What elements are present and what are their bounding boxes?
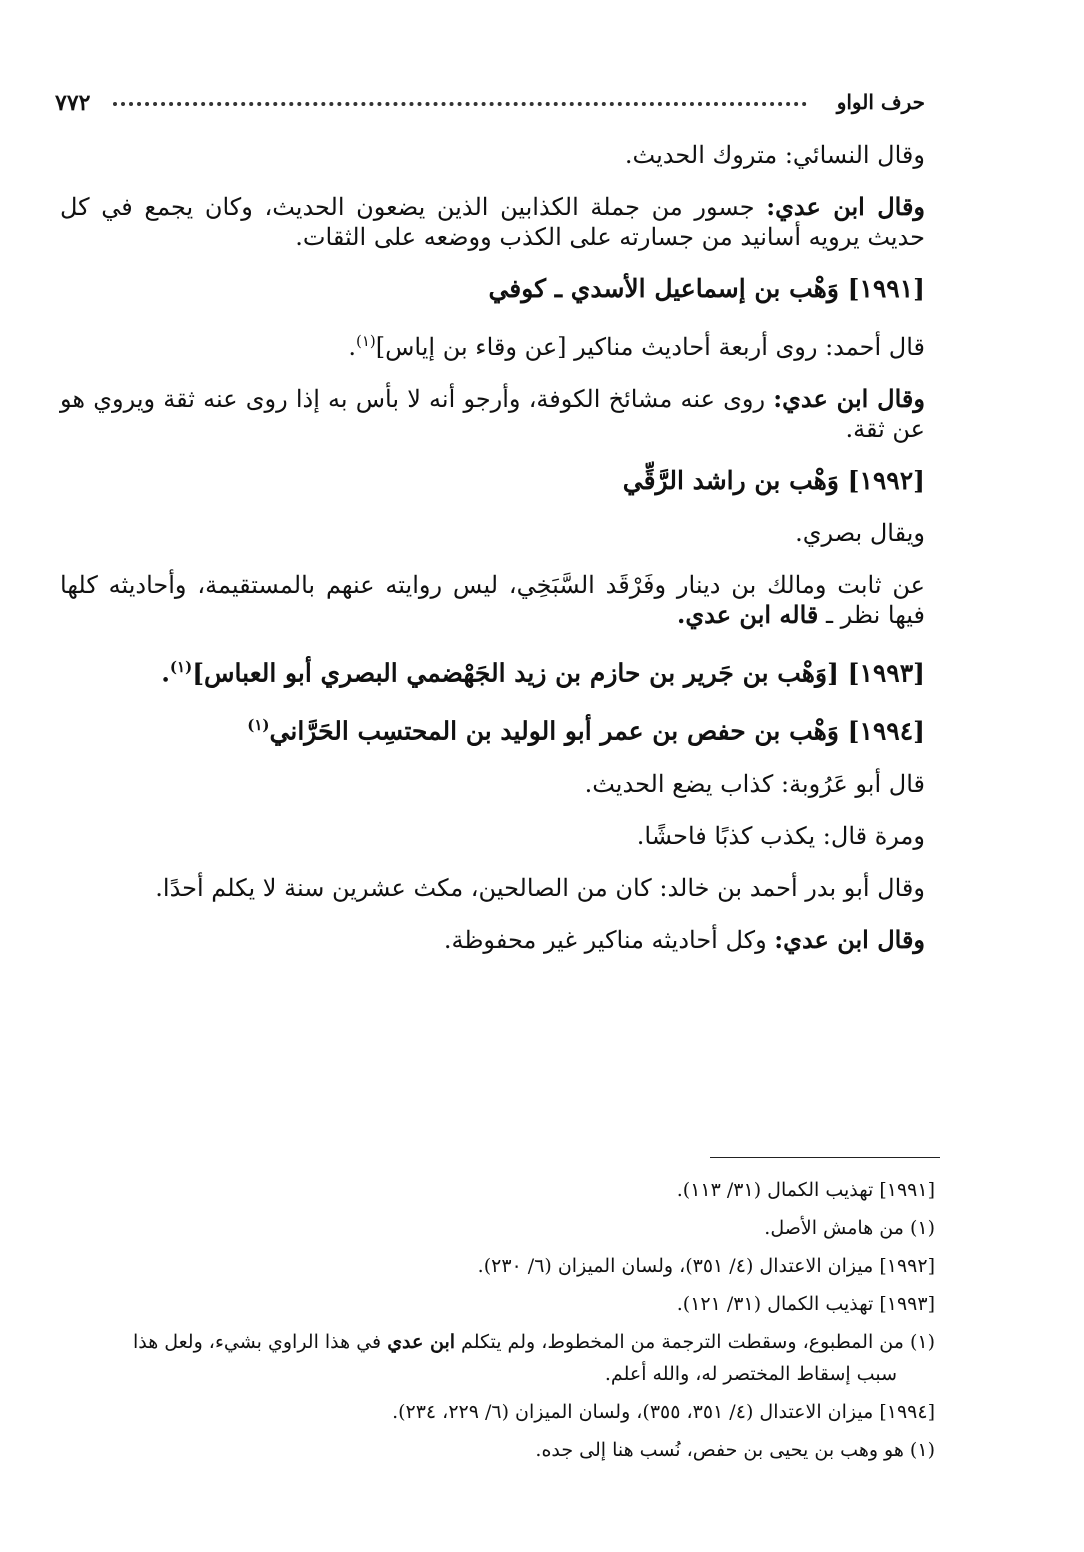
entry-heading-text: [١٩٩٤] وَهْب بن حفص بن عمر أبو الوليد بن المحتسِب الحَرَّاني — [269, 716, 925, 746]
header-rule — [113, 102, 807, 106]
footnote: [١٩٩٢] ميزان الاعتدال (٤/ ٣٥١)، ولسان الميزان (٦/ ٢٣٠). — [477, 1255, 935, 1277]
speaker-lead: وقال ابن عدي: — [766, 192, 926, 221]
attribution: قاله ابن عدي. — [677, 600, 819, 629]
entry-heading-end: . — [161, 658, 170, 688]
paragraph-text: قال أحمد: روى أربعة أحاديث مناكير [عن وقاء بن إياس] — [375, 333, 925, 361]
footnote: [١٩٩٣] تهذيب الكمال (٣١/ ١٢١). — [676, 1293, 935, 1315]
paragraph: قال أبو عَرُوبة: كذاب يضع الحديث. — [584, 769, 925, 798]
footnote: (١) هو وهب بن يحيى بن حفص، نُسب هنا إلى جده. — [535, 1439, 935, 1461]
paragraph — [60, 192, 925, 252]
footnote-separator — [710, 1157, 940, 1158]
paragraph: وقال النسائي: متروك الحديث. — [624, 141, 925, 169]
paragraph — [60, 570, 925, 630]
footnote-bold: ابن عدي — [387, 1331, 456, 1353]
footnote-ref: (١) — [355, 332, 376, 350]
paragraph-end: . — [348, 333, 356, 361]
main-text — [60, 140, 925, 977]
paragraph: ومرة قال: يكذب كذبًا فاحشًا. — [636, 821, 925, 850]
running-header — [55, 90, 925, 120]
paragraph — [60, 384, 925, 444]
paragraph: ويقال بصري. — [795, 519, 925, 547]
paragraph: وقال أبو بدر أحمد بن خالد: كان من الصالحين، مكث عشرين سنة لا يكلم أحدًا. — [155, 873, 925, 902]
chapter-title: حرف الواو — [836, 90, 925, 114]
entry-heading-text: [١٩٩٣] [وَهْب بن جَرير بن حازم بن زيد الجَهْضمي البصري أبو العباس] — [192, 658, 925, 688]
entry-heading — [60, 710, 925, 746]
footnote-text: (١) من المطبوع، وسقطت الترجمة من المخطوط، ولم يتكلم — [455, 1331, 935, 1353]
footnote-text: في هذا الراوي بشيء، ولعل هذا — [132, 1331, 388, 1353]
entry-heading: [١٩٩٢] وَهْب بن راشد الرَّقِّي — [622, 466, 925, 495]
paragraph-text: جسور من جملة الكذابين الذين يضعون الحديث، وكان يجمع في كل حديث يرويه أسانيد من جسارته على الكذب ووضعه على الثقات. — [60, 193, 925, 251]
speaker-lead: وقال ابن عدي: — [773, 384, 925, 413]
footnote: (١) من هامش الأصل. — [764, 1217, 935, 1239]
paragraph — [60, 925, 925, 955]
paragraph-text: وكل أحاديثه مناكير غير محفوظة. — [443, 925, 775, 954]
footnote-continuation: سبب إسقاط المختصر له، والله أعلم. — [604, 1363, 897, 1385]
footnotes — [60, 1178, 935, 1476]
paragraph — [60, 326, 925, 362]
footnote: [١٩٩٤] ميزان الاعتدال (٤/ ٣٥١، ٣٥٥)، ولسان الميزان (٦/ ٢٢٩، ٢٣٤). — [392, 1401, 935, 1423]
page-number: ٧٧٢ — [55, 90, 91, 116]
footnote: [١٩٩١] تهذيب الكمال (٣١/ ١١٣). — [676, 1179, 935, 1201]
entry-heading — [60, 652, 925, 688]
speaker-lead: وقال ابن عدي: — [774, 924, 925, 954]
footnote-ref: (١) — [169, 658, 193, 676]
footnote — [60, 1330, 935, 1354]
footnote-ref: (١) — [247, 716, 270, 735]
paragraph-text: عن ثابت ومالك بن دينار وفَرْقَد السَّبَخِي، ليس روايته عنهم بالمستقيمة، وأحاديثه كلها فيها نظر ـ — [60, 571, 925, 629]
entry-heading: [١٩٩١] وَهْب بن إسماعيل الأسدي ـ كوفي — [488, 274, 925, 303]
paragraph-text: روى عنه مشائخ الكوفة، وأرجو أنه لا بأس به إذا روى عنه ثقة ويروي هو عن ثقة. — [60, 385, 925, 443]
